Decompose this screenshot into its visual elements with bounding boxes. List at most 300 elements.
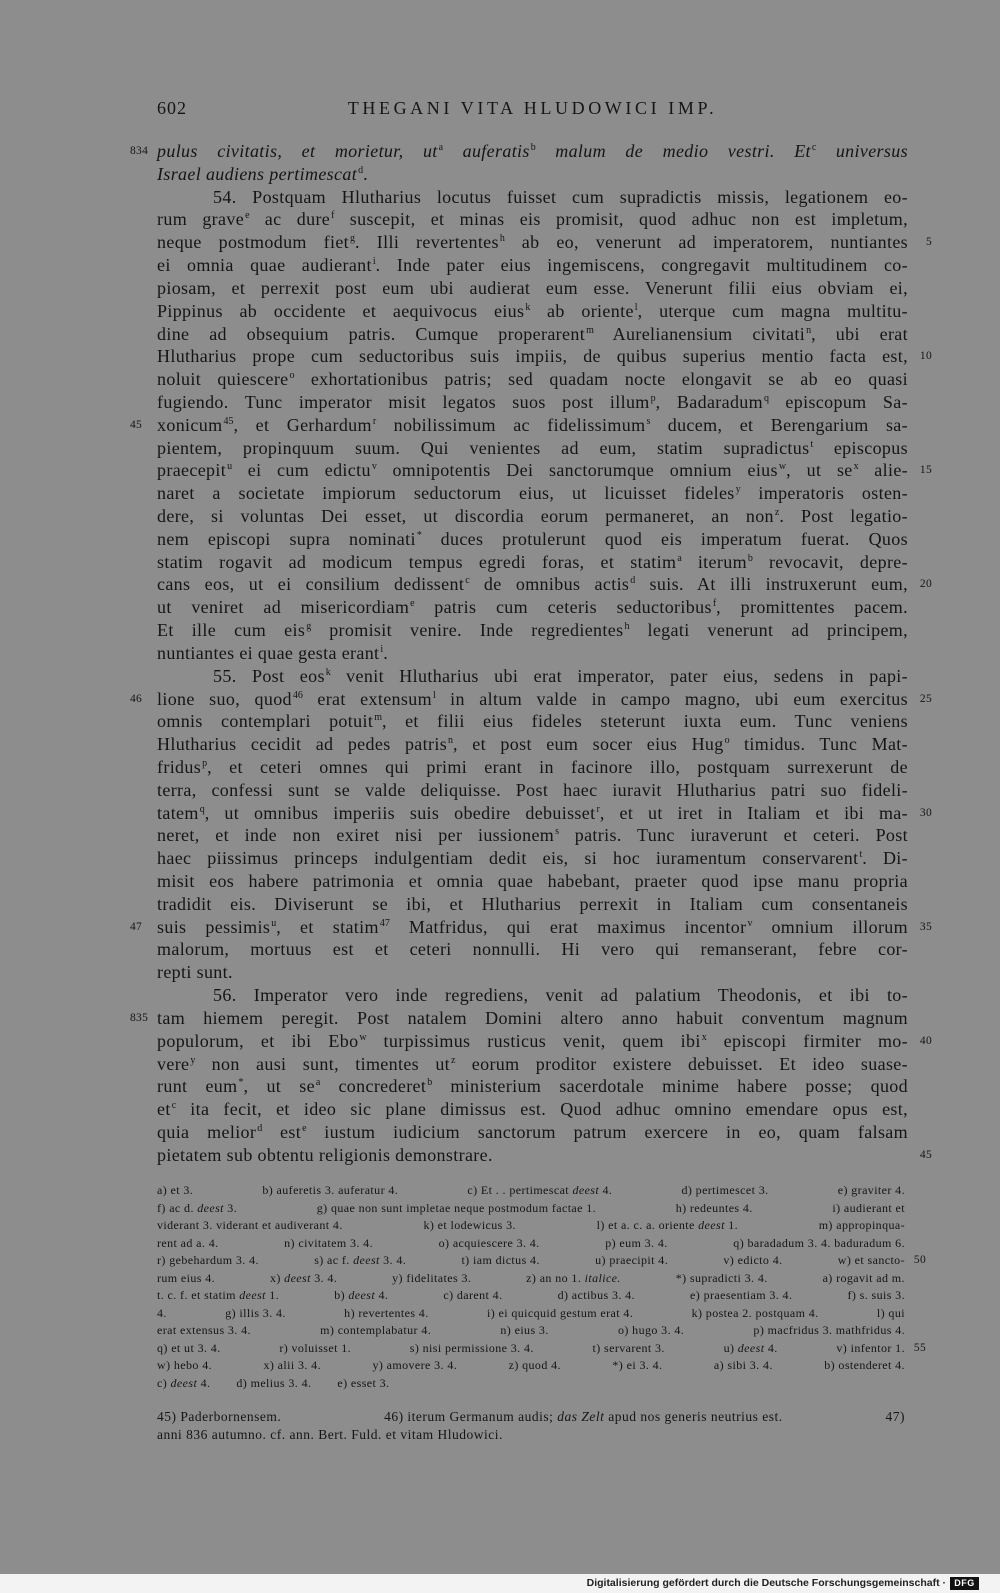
footnote-marker: d xyxy=(358,164,364,176)
text-run: , et post eum socer eius Hug xyxy=(453,734,724,755)
italic-text: Israel audiens pertimescat xyxy=(157,163,358,184)
text-run: malorum, mortuus est et ceteri nonnulli. Hi vero qui remanserant, febre cor- xyxy=(157,939,908,960)
footnote-marker: e xyxy=(410,598,415,610)
variant-entry xyxy=(467,1182,612,1200)
paragraph xyxy=(130,984,932,1167)
text-run: , promittentes pacem. xyxy=(716,597,908,618)
text-line xyxy=(157,984,908,1007)
footnote-marker: y xyxy=(735,484,741,496)
text-run: episcopum Sa- xyxy=(769,391,908,412)
footnote-marker: b xyxy=(747,552,753,564)
text-run: q) baradadum 3. 4. baduradum 6. xyxy=(733,1235,905,1250)
text-run: 4. xyxy=(197,1375,211,1390)
variant-entry xyxy=(157,1270,215,1288)
text-line xyxy=(157,802,932,825)
text-run: in altum valde in campo magno, ubi eum exercitus xyxy=(435,688,909,709)
footnote-marker: u xyxy=(271,917,277,929)
variant-line xyxy=(157,1217,905,1235)
text-run: , uterque cum magna multitu- xyxy=(637,300,908,321)
footnote-marker: e xyxy=(302,1122,307,1134)
text-run: anni 836 autumno. cf. ann. Bert. Fuld. et vitam Hludowici. xyxy=(157,1427,503,1442)
footnote-marker: h xyxy=(499,233,505,245)
footnote-marker: c xyxy=(811,142,817,153)
line-text xyxy=(157,847,908,870)
text-run: et xyxy=(157,1099,171,1120)
footnote-marker: 46 xyxy=(292,689,303,701)
text-run: suis pessimis xyxy=(157,916,271,937)
text-run: 3. 4. xyxy=(310,1270,338,1285)
text-run: y) fidelitates 3. xyxy=(392,1270,472,1285)
text-run: z) an no 1. xyxy=(526,1270,585,1285)
variant-entry xyxy=(423,1217,516,1235)
text-line xyxy=(130,916,932,939)
text-run: cans eos, ut ei consilium dedissent xyxy=(157,574,465,595)
text-run: naret a societate impiorum seductorum eius, ut licuisset fideles xyxy=(157,483,735,504)
footnote-marker: b xyxy=(530,142,536,153)
text-run: ministerium sacerdotale minime habere posse; quod xyxy=(432,1076,908,1097)
variant-entry xyxy=(410,1340,534,1358)
text-run: tradidit eis. Diviserunt se ibi, et Hlutharius perrexit in Italiam cum consentaneis xyxy=(157,893,908,914)
text-line xyxy=(157,779,908,802)
note-entry xyxy=(157,1408,281,1426)
text-run: *) supradicti 3. 4. xyxy=(675,1270,768,1285)
text-run: b) auferetis 3. auferatur 4. xyxy=(262,1183,399,1197)
italic-text: deest xyxy=(737,1340,765,1355)
text-run: . Inde pater eius ingemiscens, congregavit multitudinem co- xyxy=(375,255,908,276)
variant-entry xyxy=(558,1287,635,1305)
footnote-marker: w xyxy=(778,461,787,473)
variant-line xyxy=(157,1252,926,1270)
variant-entry xyxy=(443,1287,502,1305)
line-text xyxy=(157,345,908,368)
footnote-marker: k xyxy=(525,301,531,313)
text-run: runt eum xyxy=(157,1076,238,1097)
variant-apparatus xyxy=(157,1182,926,1392)
variant-entry xyxy=(263,1357,321,1375)
footnote-marker: a xyxy=(677,552,682,564)
text-run: 3. 4. xyxy=(379,1253,407,1267)
text-run: f) s. suis 3. xyxy=(847,1288,905,1302)
text-run: nobilissimum ac fidelissimum xyxy=(376,414,646,435)
italic-text: deest xyxy=(197,1200,224,1215)
footnote-marker: 47 xyxy=(379,917,390,929)
variant-entry xyxy=(526,1270,621,1288)
paragraph xyxy=(130,140,908,186)
footnote-marker: g xyxy=(350,233,356,245)
text-run: , et statim xyxy=(276,916,379,937)
text-run: alie- xyxy=(858,460,908,481)
text-run: ab eo, venerunt ad imperatorem, nuntiantes xyxy=(504,232,909,253)
text-run: dine ad obsequium patris. Cumque properarent xyxy=(157,323,586,344)
text-run: k) et lodewicus 3. xyxy=(423,1218,516,1232)
line-text xyxy=(157,710,908,733)
text-run: u) xyxy=(723,1340,738,1355)
variant-entry xyxy=(157,1357,212,1375)
text-run: 3. xyxy=(223,1200,238,1215)
margin-left-number: 46 xyxy=(130,692,143,705)
text-run: n) eius 3. xyxy=(500,1323,549,1337)
text-run: nem episcopi supra nominati xyxy=(157,528,416,549)
text-run: apud nos generis neutrius est. xyxy=(604,1409,783,1424)
text-run: w) et sancto- xyxy=(837,1253,905,1267)
italic-text: deest xyxy=(572,1183,600,1197)
note-line xyxy=(157,1408,905,1426)
text-run: d) pertimescet 3. xyxy=(681,1183,769,1197)
margin-line-number: 30 xyxy=(919,806,932,819)
footnote-marker: k xyxy=(325,666,331,678)
italic-text: italice. xyxy=(584,1270,621,1285)
footnote-marker: v xyxy=(747,917,753,929)
text-run: c) Et . . pertimescat xyxy=(467,1183,573,1197)
running-title: THEGANI VITA HLUDOWICI IMP. xyxy=(347,98,718,118)
text-run: ei omnia quae audierant xyxy=(157,255,372,276)
margin-left-number: 45 xyxy=(130,418,143,431)
line-text xyxy=(157,551,908,574)
text-run: y) amovere 3. 4. xyxy=(372,1358,458,1372)
variant-entry xyxy=(157,1252,259,1270)
dfg-logo: DFG xyxy=(950,1577,979,1590)
footnote-marker: * xyxy=(238,1077,244,1089)
text-run: w) hebo 4. xyxy=(157,1358,212,1372)
text-run: ac dure xyxy=(249,209,331,230)
text-run: v) infentor 1. xyxy=(836,1340,905,1355)
text-run: vere xyxy=(157,1053,190,1074)
variant-line xyxy=(157,1287,905,1305)
text-line xyxy=(157,254,908,277)
text-run: rum grave xyxy=(157,209,245,230)
text-run: piosam, et perrexit post eum ubi audierat eum esse. Venerunt filii eius obviam ei, xyxy=(157,277,908,298)
line-text xyxy=(157,619,908,642)
text-run: z) quod 4. xyxy=(508,1358,561,1372)
text-run: i) ei quicquid gestum erat 4. xyxy=(486,1305,634,1320)
footnote-marker: e xyxy=(245,210,250,222)
variant-entry xyxy=(823,1270,905,1288)
line-text xyxy=(157,528,908,551)
footnote-marker: p xyxy=(650,392,656,404)
text-run: patris cum ceteris seductoribus xyxy=(414,597,712,618)
footnote-marker: s xyxy=(646,415,651,427)
text-run: venit Hlutharius ubi erat imperator, pater eius, sedens in papi- xyxy=(330,665,908,686)
line-text xyxy=(157,779,908,802)
text-run: omnium illorum xyxy=(752,916,908,937)
variant-entry xyxy=(832,1200,905,1218)
line-text xyxy=(157,459,908,482)
text-run: h) redeuntes 4. xyxy=(675,1200,753,1215)
text-run: . xyxy=(363,163,368,184)
line-text xyxy=(157,573,908,596)
variant-entry xyxy=(824,1357,905,1375)
text-run: fugiendo. Tunc imperator misit legatos suos post illum xyxy=(157,391,650,412)
footnote-marker: f xyxy=(712,598,717,610)
footnote-marker: v xyxy=(371,461,377,473)
text-run: noluit quiescere xyxy=(157,369,289,390)
text-run: pientem, propinquum suum. Qui venientes ad eum, statim supradictus xyxy=(157,437,810,458)
text-run: r) voluisset 1. xyxy=(279,1340,352,1355)
margin-line-number: 10 xyxy=(919,350,932,363)
chapter-number: 54. xyxy=(213,186,237,207)
footnote-marker: w xyxy=(359,1031,367,1043)
variant-entry xyxy=(157,1287,279,1305)
margin-left-number: 834 xyxy=(130,145,149,157)
text-run: misit eos habere patrimonia et omnia quae habebant, praeter quod ipse manu propria xyxy=(157,871,908,891)
footnote-marker: t xyxy=(859,849,863,861)
variant-entry xyxy=(819,1217,905,1235)
text-run: . Di- xyxy=(862,848,908,869)
text-run: episcopus xyxy=(813,437,908,458)
variant-entry xyxy=(605,1235,667,1253)
text-line xyxy=(157,186,908,209)
text-run: 45) Paderbornensem. xyxy=(157,1409,282,1424)
text-run: ducem, et Berengarium sa- xyxy=(650,414,908,435)
running-head xyxy=(157,96,908,120)
variant-line xyxy=(157,1235,905,1253)
footnote-marker: x xyxy=(853,461,859,473)
text-run: promisit venire. Inde regredientes xyxy=(311,620,624,641)
line-text xyxy=(157,300,908,323)
line-text xyxy=(157,893,908,916)
italic-text: deest xyxy=(353,1253,380,1267)
footnote-marker: p xyxy=(202,757,208,769)
line-text xyxy=(213,984,908,1007)
text-run: a) sibi 3. 4. xyxy=(713,1358,773,1372)
footnote-marker: q xyxy=(199,803,205,815)
text-run: r) gebehardum 3. 4. xyxy=(157,1253,259,1267)
text-line xyxy=(130,1007,908,1030)
variant-entry xyxy=(320,1322,431,1340)
text-run: , et ceteri omnes qui primi erant in facinore illo, postquam surrexerunt de xyxy=(207,756,908,777)
margin-line-number: 5 xyxy=(925,236,932,249)
text-run: concrederet xyxy=(320,1076,427,1097)
variant-entry xyxy=(593,1340,665,1358)
text-run: Post eos xyxy=(251,665,325,686)
footnote-marker: i xyxy=(380,643,384,655)
line-text xyxy=(213,665,908,688)
text-line xyxy=(157,733,908,756)
variant-entry xyxy=(337,1375,389,1393)
text-line xyxy=(130,688,932,711)
text-line xyxy=(157,300,908,323)
margin-line-number: 50 xyxy=(913,1254,926,1266)
chapter-number: 56. xyxy=(213,985,237,1006)
text-run: t) iam dictus 4. xyxy=(461,1253,540,1267)
text-line xyxy=(157,847,908,870)
text-run: ei cum edictu xyxy=(232,460,371,481)
text-run: c) darent 4. xyxy=(443,1288,503,1302)
footnote-marker: g xyxy=(306,621,312,633)
italic-text: deest xyxy=(239,1288,266,1302)
note-line xyxy=(157,1426,905,1444)
variant-entry xyxy=(225,1305,286,1323)
footnote-marker: t xyxy=(810,438,814,450)
footnote-marker: n xyxy=(806,324,812,336)
variant-entry xyxy=(676,1200,753,1218)
text-run: populorum, et ibi Ebo xyxy=(157,1030,359,1051)
paragraph xyxy=(130,665,932,984)
variant-line xyxy=(157,1305,905,1323)
text-line xyxy=(157,391,908,414)
text-run: turpissimus rusticus venit, quem ibi xyxy=(366,1030,701,1051)
footnote-marker: o xyxy=(289,370,295,382)
text-run: 4. xyxy=(157,1305,167,1320)
text-run: viderant 3. viderant et audiverant 4. xyxy=(157,1218,343,1232)
text-run: . Post legatio- xyxy=(779,506,908,526)
variant-entry xyxy=(676,1270,768,1288)
text-run: suscepit, et minas eis promisit, quod adhuc non est impletum, xyxy=(334,209,908,230)
text-run: 46) iterum Germanum audis; xyxy=(384,1409,558,1424)
text-line xyxy=(157,893,908,916)
text-run: b) xyxy=(334,1288,349,1302)
footnote-marker: c xyxy=(171,1100,177,1112)
line-text xyxy=(157,938,908,961)
line-text xyxy=(157,208,908,231)
footnote-marker: z xyxy=(451,1054,456,1066)
footnote-marker: * xyxy=(416,529,422,541)
line-text xyxy=(157,733,908,756)
text-run: x) alii 3. 4. xyxy=(263,1358,321,1372)
text-line xyxy=(157,870,908,893)
text-run: 1. xyxy=(265,1288,280,1302)
text-line xyxy=(157,528,908,551)
text-run: omnis contemplari potuit xyxy=(157,711,374,732)
text-run: exhortationibus patris; sed quadam nocte elongavit se ab eo quasi xyxy=(294,369,908,390)
text-run: statim rogavit ad modicum tempus egredi foras, et statim xyxy=(157,551,677,572)
text-line xyxy=(157,208,908,231)
variant-entry xyxy=(236,1375,311,1393)
variant-entry xyxy=(157,1305,167,1323)
text-line xyxy=(157,437,908,460)
margin-line-number: 15 xyxy=(919,464,932,477)
text-run: s) ac f. xyxy=(314,1253,354,1267)
footnote-marker: l xyxy=(634,301,638,313)
text-run: t. c. f. et statim xyxy=(157,1288,240,1302)
footnote-marker: q xyxy=(764,392,770,404)
text-run: q) et ut 3. 4. xyxy=(157,1340,221,1355)
variant-entry xyxy=(334,1287,388,1305)
text-line xyxy=(157,938,908,961)
variant-entry xyxy=(157,1182,193,1200)
text-run: l) qui xyxy=(876,1305,905,1320)
line-text xyxy=(157,1030,908,1053)
text-run: praecepit xyxy=(157,460,227,481)
text-run: imperatoris osten- xyxy=(740,483,908,504)
text-run: est xyxy=(262,1121,302,1142)
text-line xyxy=(157,1053,908,1076)
variant-entry xyxy=(157,1340,221,1358)
footnote-marker: y xyxy=(190,1054,196,1066)
text-line xyxy=(157,345,932,368)
footnote-marker: h xyxy=(624,621,630,633)
margin-line-number: 25 xyxy=(919,692,932,705)
note-entry xyxy=(885,1408,905,1426)
text-run: i) audierant et xyxy=(832,1200,905,1215)
variant-line xyxy=(157,1182,905,1200)
margin-left-number: 47 xyxy=(130,920,143,933)
footnote-marker: m xyxy=(586,324,594,336)
footer-strip xyxy=(0,1574,1000,1593)
note-entry xyxy=(384,1408,783,1426)
text-line xyxy=(157,163,908,186)
variant-entry xyxy=(157,1322,251,1340)
text-run: g) illis 3. 4. xyxy=(225,1305,286,1320)
italic-text: deest xyxy=(170,1375,198,1390)
text-line xyxy=(157,1030,932,1053)
text-run: 4. xyxy=(764,1340,778,1355)
text-run: erat extensus 3. 4. xyxy=(157,1323,251,1337)
italic-text: deest xyxy=(698,1218,725,1232)
line-text xyxy=(157,1075,908,1098)
text-run: legati venerunt ad principem, xyxy=(629,620,908,641)
text-run: omnipotentis Dei sanctorumque omnium eius xyxy=(376,460,778,481)
variant-entry xyxy=(723,1252,782,1270)
text-run: e) esset 3. xyxy=(337,1375,390,1390)
footnote-marker: m xyxy=(374,712,382,724)
text-run: h) revertentes 4. xyxy=(344,1305,429,1320)
text-line xyxy=(157,1121,908,1144)
line-text xyxy=(157,642,388,665)
line-text xyxy=(157,688,908,711)
text-run: iustum iudicium sanctorum patrum exercere in eo, quam falsam xyxy=(306,1121,908,1142)
line-text xyxy=(157,323,908,346)
text-run: e) graviter 4. xyxy=(837,1183,905,1197)
text-run: dere, si voluntas Dei esset, ut discordia eorum permaneret, an non xyxy=(157,506,774,526)
variant-entry xyxy=(279,1340,351,1358)
line-text xyxy=(157,756,908,779)
text-run: , et Gerhardum xyxy=(233,414,372,435)
footnote-marker: b xyxy=(427,1077,433,1089)
variant-entry xyxy=(317,1200,596,1218)
variant-entry xyxy=(392,1270,471,1288)
text-line xyxy=(157,961,908,984)
text-line xyxy=(157,277,908,300)
text-run: neret, et inde non exiret nisi per iussionem xyxy=(157,825,555,846)
text-run: o) acquiescere 3. 4. xyxy=(438,1235,540,1250)
text-run: quia melior xyxy=(157,1121,257,1142)
text-run: . Illi revertentes xyxy=(355,232,499,253)
margin-line-number: 35 xyxy=(919,920,932,933)
italic-text: universus xyxy=(816,141,908,161)
line-text xyxy=(157,1053,908,1076)
footnote-marker: d xyxy=(257,1122,263,1134)
footnote-marker: z xyxy=(774,507,780,518)
footnote-marker: o xyxy=(724,735,730,747)
footnote-marker: c xyxy=(465,575,470,587)
text-line xyxy=(157,756,908,779)
text-run: f) ac d. xyxy=(157,1200,198,1215)
variant-line xyxy=(157,1270,905,1288)
footnote-marker: a xyxy=(315,1077,321,1089)
text-run: m) contemplabatur 4. xyxy=(320,1323,432,1337)
line-text xyxy=(157,368,908,391)
line-text xyxy=(157,414,908,437)
variant-entry xyxy=(618,1322,684,1340)
text-run: erat extensum xyxy=(302,688,432,709)
variant-entry xyxy=(157,1235,219,1253)
text-run: , ut se xyxy=(786,460,853,481)
text-run: . xyxy=(383,642,389,663)
footnote-marker: l xyxy=(432,689,436,701)
footnotes xyxy=(157,1408,905,1444)
text-run: xonicum xyxy=(157,414,223,435)
text-line xyxy=(157,665,908,688)
text-run: ut veniret ad misericordiam xyxy=(157,597,410,618)
italic-text: auferatis xyxy=(443,141,530,161)
variant-entry xyxy=(270,1270,337,1288)
variant-line xyxy=(157,1375,905,1393)
text-run: ab oriente xyxy=(530,300,634,321)
variant-entry xyxy=(597,1217,738,1235)
text-run: , ubi erat xyxy=(811,323,908,344)
footnote-marker: r xyxy=(596,803,600,815)
